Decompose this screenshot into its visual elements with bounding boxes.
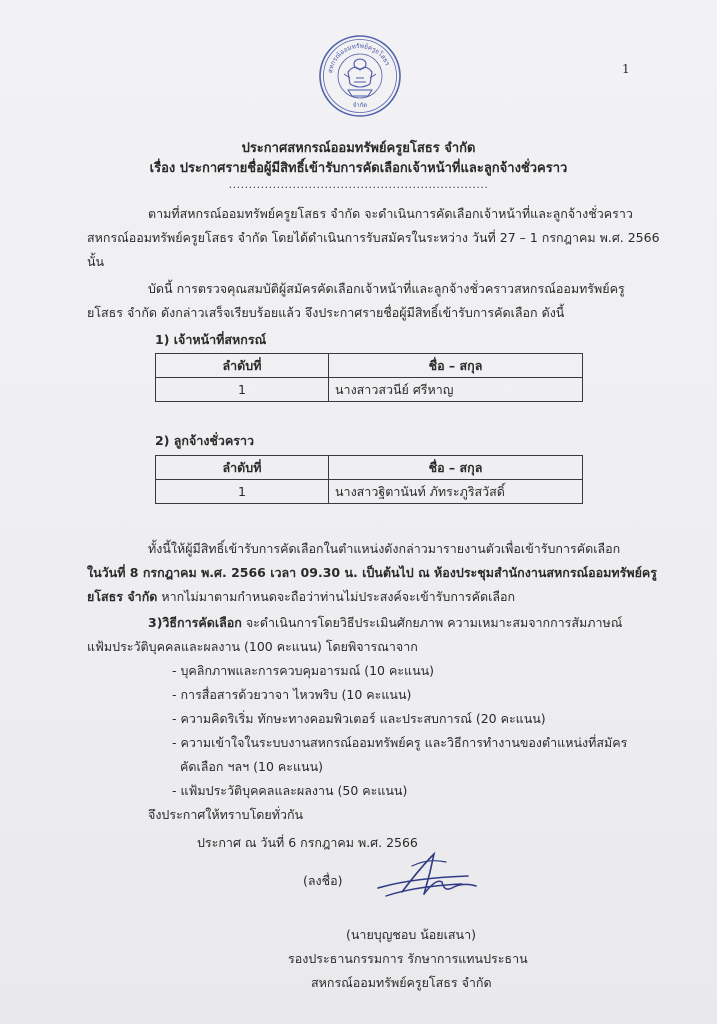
method-item-2: - การสื่อสารด้วยวาจา ไหวพริบ (10 คะแนน) xyxy=(172,687,412,702)
method-item-5: - แฟ้มประวัติบุคคลและผลงาน (50 คะแนน) xyxy=(172,783,408,798)
table-header-row xyxy=(156,456,583,480)
intro-line-2: สหกรณ์ออมทรัพย์ครูยโสธร จำกัด โดยได้ดำเนินการรับสมัครในระหว่าง วันที่ 27 – 1 กรกฎาคม พ.ศ. 2566 xyxy=(87,230,660,245)
method-line-1 xyxy=(148,614,622,632)
method-line-1-rest: จะดำเนินการโดยวิธีประเมินศักยภาพ ความเหมาะสมจากการสัมภาษณ์ xyxy=(241,615,623,630)
column-header-order: ลำดับที่ xyxy=(156,456,329,480)
signer-organization: สหกรณ์ออมทรัพย์ครูยโสธร จำกัด xyxy=(311,975,492,990)
method-item-4: - ความเข้าใจในระบบงานสหกรณ์ออมทรัพย์ครู และวิธีการทำงานของตำแหน่งที่สมัคร xyxy=(172,735,628,750)
cooperative-seal-icon xyxy=(318,34,402,118)
column-header-order: ลำดับที่ xyxy=(156,354,329,378)
handwritten-signature-icon xyxy=(372,848,482,908)
svg-text:สหกรณ์ออมทรัพย์ครูยโสธร: สหกรณ์ออมทรัพย์ครูยโสธร xyxy=(326,41,392,74)
table-row xyxy=(156,378,583,402)
para2-line-1: บัดนี้ การตรวจคุณสมบัติผู้สมัครคัดเลือกเจ้าหน้าที่และลูกจ้างชั่วคราวสหกรณ์ออมทรัพย์ครู xyxy=(148,281,625,296)
row-name: นางสาวสวนีย์ ศรีหาญ xyxy=(329,378,583,402)
announcement-title: ประกาศสหกรณ์ออมทรัพย์ครูยโสธร จำกัด xyxy=(241,141,476,156)
column-header-name: ชื่อ – สกุล xyxy=(329,456,583,480)
intro-line-1: ตามที่สหกรณ์ออมทรัพย์ครูยโสธร จำกัด จะดำเนินการคัดเลือกเจ้าหน้าที่และลูกจ้างชั่วคราว xyxy=(148,206,633,221)
signer-name: (นายบุญชอบ น้อยเสนา) xyxy=(346,927,476,942)
table-row xyxy=(156,480,583,504)
method-item-4-cont: คัดเลือก ฯลฯ (10 คะแนน) xyxy=(180,759,323,774)
title-separator: ................................................................. xyxy=(228,178,489,191)
para2-line-2: ยโสธร จำกัด ดังกล่าวเสร็จเรียบร้อยแล้ว จึงประกาศรายชื่อผู้มีสิทธิ์เข้ารับการคัดเลือก ดังนี้ xyxy=(87,305,565,320)
intro-line-3: นั้น xyxy=(87,254,105,269)
para3-line-3 xyxy=(87,588,515,606)
para3-line-3-bold: ยโสธร จำกัด xyxy=(87,589,158,604)
column-header-name: ชื่อ – สกุล xyxy=(329,354,583,378)
method-heading: 3)วิธีการคัดเลือก xyxy=(148,615,242,630)
section-heading-temporary: 2) ลูกจ้างชั่วคราว xyxy=(155,433,255,448)
row-order: 1 xyxy=(156,378,329,402)
page-number: 1 xyxy=(622,62,630,76)
staff-table xyxy=(155,353,583,402)
section-heading-staff: 1) เจ้าหน้าที่สหกรณ์ xyxy=(155,332,267,347)
announcement-date: ประกาศ ณ วันที่ 6 กรกฎาคม พ.ศ. 2566 xyxy=(197,835,418,850)
row-name: นางสาวฐิตานันท์ ภัทระภูริสวัสดิ์ xyxy=(329,480,583,504)
temporary-staff-table xyxy=(155,455,583,504)
method-item-1: - บุคลิกภาพและการควบคุมอารมณ์ (10 คะแนน) xyxy=(172,663,435,678)
para3-line-3-rest: หากไม่มาตามกำหนดจะถือว่าท่านไม่ประสงค์จะเข้ารับการคัดเลือก xyxy=(157,589,516,604)
signer-position: รองประธานกรรมการ รักษาการแทนประธาน xyxy=(288,951,528,966)
para3-line-2: ในวันที่ 8 กรกฎาคม พ.ศ. 2566 เวลา 09.30 น. เป็นต้นไป ณ ห้องประชุมสำนักงานสหกรณ์ออมทรัพย์ครู xyxy=(87,565,657,580)
svg-text:จำกัด: จำกัด xyxy=(352,102,368,109)
closing-statement: จึงประกาศให้ทราบโดยทั่วกัน xyxy=(148,807,304,822)
announcement-subject: เรื่อง ประกาศรายชื่อผู้มีสิทธิ์เข้ารับการคัดเลือกเจ้าหน้าที่และลูกจ้างชั่วคราว xyxy=(149,161,568,176)
row-order: 1 xyxy=(156,480,329,504)
method-item-3: - ความคิดริเริ่ม ทักษะทางคอมพิวเตอร์ และประสบการณ์ (20 คะแนน) xyxy=(172,711,546,726)
method-line-2: แฟ้มประวัติบุคคลและผลงาน (100 คะแนน) โดยพิจารณาจาก xyxy=(87,639,418,654)
table-header-row xyxy=(156,354,583,378)
sign-label: (ลงชื่อ) xyxy=(303,873,343,888)
para3-line-1: ทั้งนี้ให้ผู้มีสิทธิ์เข้ารับการคัดเลือกในตำแหน่งดังกล่าวมารายงานตัวเพื่อเข้ารับการคัดเลือก xyxy=(148,541,621,556)
